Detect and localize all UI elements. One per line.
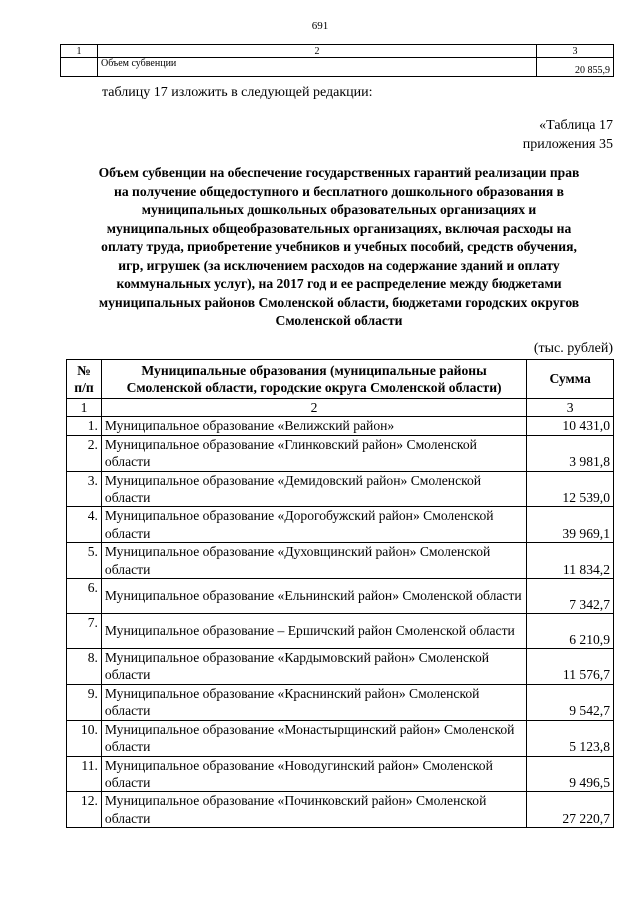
title-line: муниципальных общеобразовательных организациях, включая расходы на [106,220,572,236]
row-number: 6. [67,579,102,614]
row-number: 1. [67,417,102,435]
row-name: Муниципальное образование «Демидовский район» Смоленской области [101,471,526,507]
table-row [67,792,614,828]
row-number: 12. [67,792,102,828]
row-sum: 11 576,7 [527,649,614,685]
table-reference [523,116,613,154]
col-number-2: 2 [101,399,526,417]
row-name: Муниципальное образование «Глинковский район» Смоленской области [101,435,526,471]
table-row [67,543,614,579]
row-name: Муниципальное образование «Монастырщинский район» Смоленской области [101,720,526,756]
main-table [66,359,614,828]
row-name: Муниципальное образование «Ельнинский район» Смоленской области [101,579,526,614]
table-row [67,435,614,471]
row-number: 3. [67,471,102,507]
row-name: Муниципальное образование «Краснинский район» Смоленской области [101,684,526,720]
title-line: на получение общедоступного и бесплатного дошкольного образования в [113,183,565,199]
title-line: оплату труда, приобретение учебников и учебных пособий, средств обучения, [101,239,577,254]
page-number: 691 [311,20,329,32]
top-header-2: 2 [98,45,537,58]
row-number: 4. [67,507,102,543]
top-row-label: Объем субвенции [98,58,537,77]
table-ref-line2: приложения 35 [522,137,613,152]
table-row [67,684,614,720]
top-table [60,44,614,77]
row-sum: 3 981,8 [527,435,614,471]
row-number: 11. [67,756,102,792]
table-ref-line1: «Таблица 17 [539,118,613,133]
table-row [67,507,614,543]
row-sum: 6 210,9 [527,614,614,649]
table-row [67,649,614,685]
row-number: 10. [67,720,102,756]
row-name: Муниципальное образование «Починковский район» Смоленской области [101,792,526,828]
row-name: Муниципальное образование «Духовщинский район» Смоленской области [101,543,526,579]
row-name: Муниципальное образование «Новодугинский район» Смоленской области [101,756,526,792]
unit-label: (тыс. рублей) [533,341,613,356]
table-row [67,614,614,649]
intro-text: таблицу 17 изложить в следующей редакции: [102,85,373,100]
title-line: игр, игрушек (за исключением расходов на содержание зданий и оплату [118,257,560,273]
row-name: Муниципальное образование «Велижский район» [101,417,526,435]
row-name: Муниципальное образование – Ершичский район Смоленской области [101,614,526,649]
col-number-1: 1 [67,399,102,417]
document-title [64,164,614,331]
row-number: 2. [67,435,102,471]
table-row [67,579,614,614]
row-sum: 7 342,7 [527,579,614,614]
header-name: Муниципальные образования (муниципальные районы Смоленской области, городские округа Смоленской области) [101,360,526,399]
top-header-3: 3 [537,45,614,58]
row-number: 7. [67,614,102,649]
row-number: 5. [67,543,102,579]
row-name: Муниципальное образование «Кардымовский район» Смоленской области [101,649,526,685]
title-line: Смоленской области [275,313,403,328]
row-sum: 5 123,8 [527,720,614,756]
title-line: коммунальных услуг), на 2017 год и ее распределение между бюджетами [116,276,562,291]
table-row [67,417,614,435]
table-row [67,720,614,756]
table-row [67,756,614,792]
row-number: 9. [67,684,102,720]
row-sum: 11 834,2 [527,543,614,579]
col-number-3: 3 [527,399,614,417]
row-number: 8. [67,649,102,685]
row-sum: 9 542,7 [527,684,614,720]
title-line: муниципальных дошкольных образовательных организациях и [141,202,537,217]
row-sum: 12 539,0 [527,471,614,507]
row-sum: 39 969,1 [527,507,614,543]
table-row [67,471,614,507]
row-name: Муниципальное образование «Дорогобужский район» Смоленской области [101,507,526,543]
row-sum: 27 220,7 [527,792,614,828]
top-row-empty [61,58,98,77]
top-row-value: 20 855,9 [537,58,614,77]
header-sum: Сумма [527,360,614,399]
title-line: Объем субвенции на обеспечение государственных гарантий реализации прав [98,165,580,180]
top-header-1: 1 [61,45,98,58]
row-sum: 9 496,5 [527,756,614,792]
row-sum: 10 431,0 [527,417,614,435]
title-line: муниципальных районов Смоленской области, бюджетами городских округов [98,294,580,310]
header-num: № п/п [67,360,102,399]
